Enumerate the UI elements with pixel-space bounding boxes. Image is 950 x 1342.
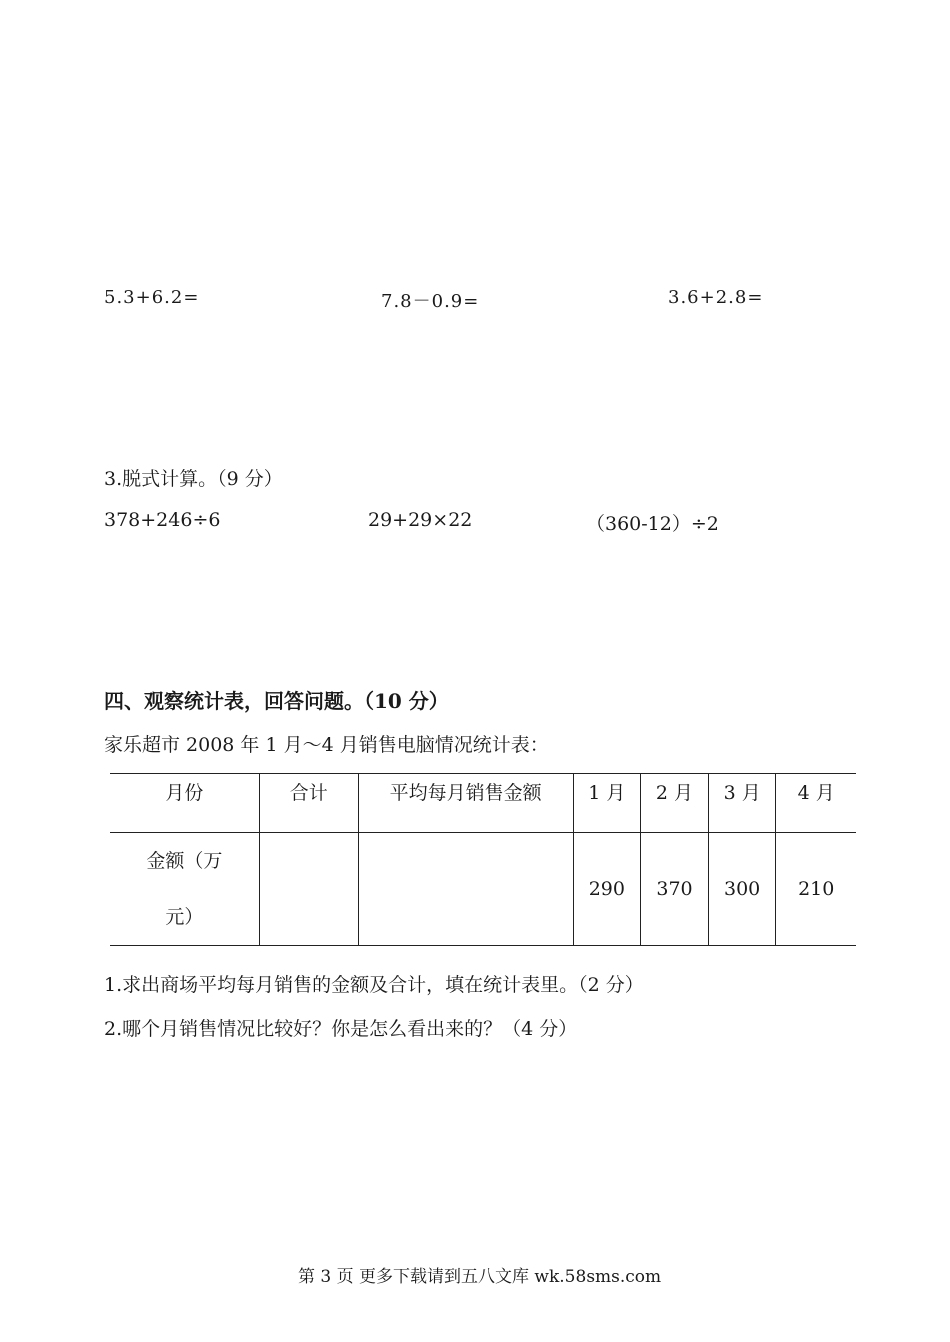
row-label-line1: 金额（万 bbox=[146, 850, 223, 872]
stepwise-expression-2: 29+29×22 bbox=[368, 509, 473, 531]
stepwise-expression-3: （360-12）÷2 bbox=[586, 513, 719, 535]
header-cell-mar: 3 月 bbox=[708, 774, 776, 833]
header-cell-feb: 2 月 bbox=[641, 774, 709, 833]
value-cell-feb: 370 bbox=[641, 833, 709, 946]
header-cell-apr: 4 月 bbox=[776, 774, 856, 833]
value-cell-jan: 290 bbox=[573, 833, 641, 946]
total-cell[interactable] bbox=[259, 833, 358, 946]
sales-statistics-table bbox=[110, 773, 856, 946]
row-label-line2: 元） bbox=[165, 906, 204, 928]
header-cell-month: 月份 bbox=[110, 774, 259, 833]
row-label-amount bbox=[110, 833, 259, 946]
header-cell-average: 平均每月销售金额 bbox=[358, 774, 573, 833]
question-1: 1.求出商场平均每月销售的金额及合计，填在统计表里。（2 分） bbox=[104, 974, 644, 996]
calc-expression-3: 3.6+2.8= bbox=[668, 287, 764, 308]
stepwise-expression-1: 378+246÷6 bbox=[104, 509, 221, 531]
section4-title: 四、观察统计表，回答问题。（10 分） bbox=[104, 689, 449, 713]
value-cell-mar: 300 bbox=[708, 833, 776, 946]
table-caption: 家乐超市 2008 年 1 月～4 月销售电脑情况统计表： bbox=[104, 734, 549, 756]
page-footer: 第 3 页 更多下载请到五八文库 wk.58sms.com bbox=[298, 1267, 662, 1287]
table-header-row bbox=[110, 774, 856, 833]
value-cell-apr: 210 bbox=[776, 833, 856, 946]
calc-expression-2: 7.8－0.9= bbox=[381, 291, 480, 312]
header-cell-jan: 1 月 bbox=[573, 774, 641, 833]
average-cell[interactable] bbox=[358, 833, 573, 946]
section3-title: 3.脱式计算。（9 分） bbox=[104, 468, 283, 490]
calc-expression-1: 5.3+6.2= bbox=[104, 287, 200, 308]
header-cell-total: 合计 bbox=[259, 774, 358, 833]
table-data-row bbox=[110, 833, 856, 946]
question-2: 2.哪个月销售情况比较好？你是怎么看出来的？（4 分） bbox=[104, 1018, 578, 1040]
